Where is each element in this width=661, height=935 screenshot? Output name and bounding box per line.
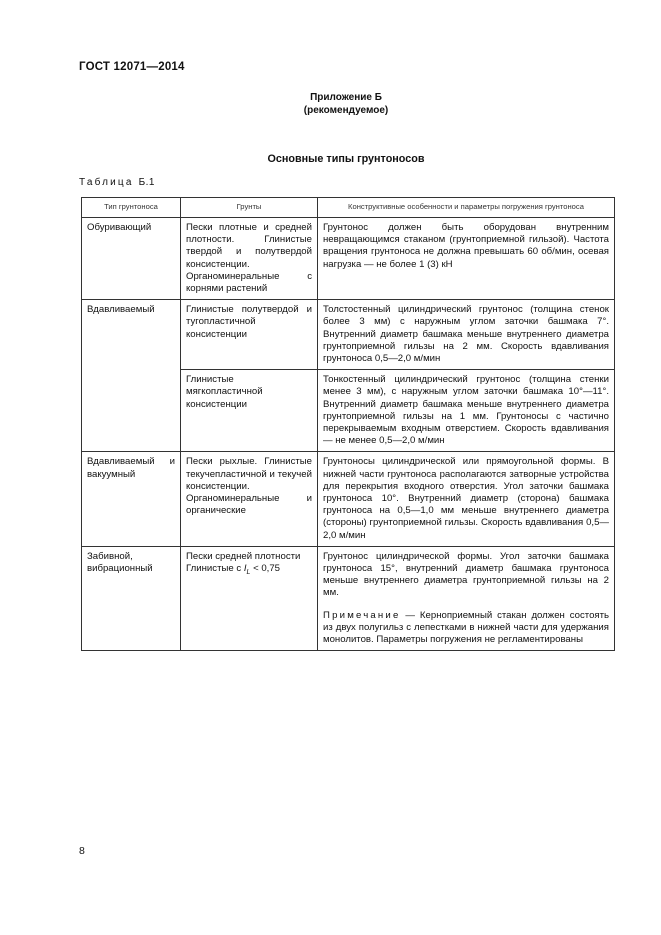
table-row: [82, 452, 615, 546]
cell-features: [318, 546, 615, 650]
table-row: [82, 300, 615, 370]
appendix-subtitle: (рекомендуемое): [303, 105, 389, 116]
soils-prefix: Глинистые с: [186, 563, 244, 575]
liquidity-index-symbol: I: [243, 563, 247, 575]
cell-type: Обуривающий: [82, 218, 181, 300]
cell-type: Забивной, вибрационный: [82, 546, 181, 650]
cell-features: Тонкостенный цилиндрический грунтонос (толщина стенки менее 3 мм), с наружным углом заточки башмака 10°—11°. Внутренний диаметр башмака меньше внутреннего диаметра грунтоприемной гильзы на 1 мм. Грунтоносы с частично перекрываемым входным отверстием. Скорость вдавливания — не менее 0,5—2,0 м/мин: [318, 370, 615, 452]
cell-type: Вдавливаемый: [82, 300, 181, 452]
appendix-title: Приложение Б: [310, 92, 382, 103]
features-text: Грунтонос цилиндрической формы. Угол заточки башмака грунтоноса 15°, внутренний диаметр башмака грунтоноса меньше внутреннего диаметра грунтоприемной гильзы на 2 мм.: [323, 550, 609, 599]
section-title: Основные типы грунтоносов: [267, 153, 425, 165]
table-caption-word: Таблица: [79, 177, 134, 188]
cell-type: Вдавливаемый и вакуумный: [82, 452, 181, 546]
table-row: [82, 218, 615, 300]
liquidity-index-subscript: L: [246, 568, 251, 576]
cell-features: Грунтоносы цилиндрической или прямоугольной формы. В нижней части грунтоноса располагаются затворные устройства для перекрытия входного отверстия. Угол заточки башмака грунтоноса 10°. Внутренний диаметр (сторона) башмака грунтоноса на 0,5—1,0 мм меньше внутреннего диаметра (стороны) грунтоприемной гильзы. Скорость вдавливания 0,5—2,0 м/мин: [318, 452, 615, 546]
table-row: [82, 546, 615, 650]
soils-line-2: [186, 563, 312, 579]
table-caption-number: Б.1: [138, 177, 155, 188]
cell-soils: [181, 546, 318, 650]
table-note: [323, 610, 609, 647]
soils-line-1: Пески средней плотности: [186, 550, 301, 562]
table-header-row: [82, 198, 615, 218]
cell-features: Толстостенный цилиндрический грунтонос (толщина стенок более 3 мм) с наружным углом заточки башмака 7°. Внутренний диаметр башмака меньше внутреннего диаметра грунтоприемной гильзы на 2 мм. Скорость вдавливания грунтоноса 0,5—2,0 м/мин: [318, 300, 615, 370]
header-features: Конструктивные особенности и параметры погружения грунтоноса: [318, 198, 615, 218]
cell-soils: Пески рыхлые. Глинистые текучепластичной и текучей консистенции. Органоминеральные и органические: [181, 452, 318, 546]
table-caption: [79, 177, 155, 188]
appendix-heading: [0, 91, 661, 117]
cell-soils: Пески плотные и средней плотности. Глинистые твердой и полутвердой консистенции. Органоминеральные с корнями растений: [181, 218, 318, 300]
cell-soils: Глинистые мягкопластичной консистенции: [181, 370, 318, 452]
soil-sampler-types-table: [81, 197, 615, 651]
cell-features: Грунтонос должен быть оборудован внутренним невращающимся стаканом (грунтоприемной гильзой). Частота вращения грунтоноса не должна превышать 60 об/мин, осевая нагрузка — не более 1 (3) кН: [318, 218, 615, 300]
cell-soils: Глинистые полутвердой и тугопластичной консистенции: [181, 300, 318, 370]
standard-designation: ГОСТ 12071—2014: [79, 61, 185, 73]
note-label: Примечание: [323, 609, 401, 621]
page-number: 8: [79, 845, 85, 857]
header-soils: Грунты: [181, 198, 318, 218]
header-sampler-type: Тип грунтоноса: [82, 198, 181, 218]
soils-suffix: < 0,75: [250, 563, 281, 575]
note-text: — Керноприемный стакан должен состоять из двух полугильз с лепестками в нижней части для удержания монолитов. Параметры погружения не регламентированы: [323, 609, 609, 646]
